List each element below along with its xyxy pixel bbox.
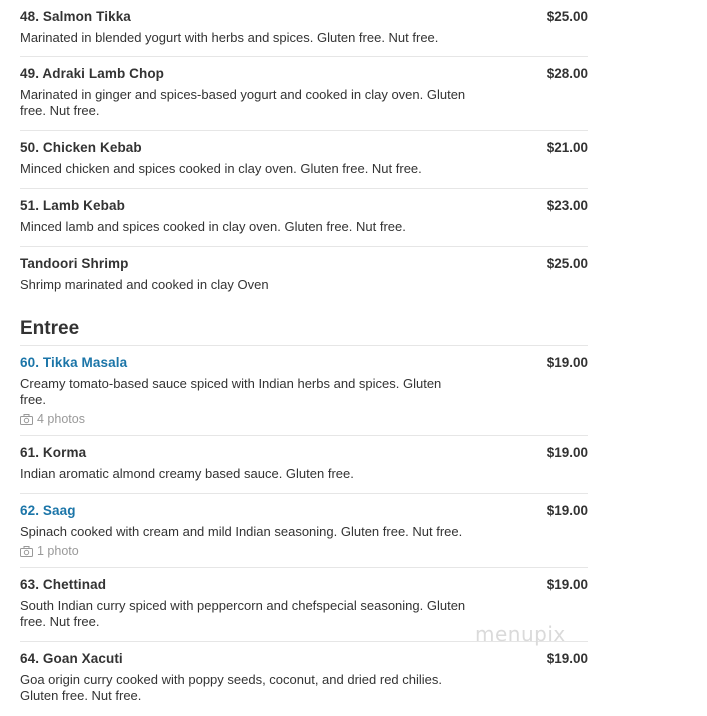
menu-item (20, 57, 588, 131)
menu-item (20, 494, 588, 568)
item-description: Indian aromatic almond creamy based sauce. Gluten free. (20, 466, 354, 481)
item-name-link[interactable]: 62. Saag (20, 503, 76, 518)
item-description: Shrimp marinated and cooked in clay Oven (20, 277, 269, 292)
item-description: Marinated in blended yogurt with herbs and spices. Gluten free. Nut free. (20, 30, 439, 45)
item-price: $19.00 (546, 577, 588, 592)
section-title: Entree (20, 318, 80, 339)
item-name-link[interactable]: 60. Tikka Masala (20, 355, 128, 370)
menu-item (20, 0, 588, 57)
item-name: 49. Adraki Lamb Chop (20, 66, 165, 81)
menu-item (20, 642, 588, 711)
item-name: 51. Lamb Kebab (20, 198, 125, 213)
item-description: Goa origin curry cooked with poppy seeds, coconut, and dried red chilies. Gluten free. Nut free. (20, 672, 443, 703)
item-price: $19.00 (546, 503, 588, 518)
item-description: Minced chicken and spices cooked in clay oven. Gluten free. Nut free. (20, 161, 422, 176)
watermark-logo: menupix (475, 622, 566, 646)
menu-item (20, 247, 588, 304)
item-description: South Indian curry spiced with peppercorn and chefspecial seasoning. Gluten free. Nut free. (20, 598, 466, 629)
camera-icon (20, 414, 33, 425)
item-description: Creamy tomato-based sauce spiced with Indian herbs and spices. Gluten free. (20, 376, 442, 407)
menu-item (20, 436, 588, 494)
section-header (20, 304, 588, 345)
camera-icon (20, 546, 33, 557)
menu-list (20, 0, 588, 711)
item-price: $28.00 (546, 66, 588, 81)
item-price: $19.00 (546, 445, 588, 460)
item-name: 48. Salmon Tikka (20, 9, 131, 24)
photos-count[interactable]: 1 photo (37, 544, 79, 558)
item-name: 64. Goan Xacuti (20, 651, 123, 666)
photos-count[interactable]: 4 photos (37, 412, 85, 426)
item-price: $25.00 (546, 9, 588, 24)
item-name: Tandoori Shrimp (20, 256, 129, 271)
item-price: $19.00 (546, 651, 588, 666)
item-price: $25.00 (546, 256, 588, 271)
menu-item (20, 189, 588, 247)
menu-item (20, 346, 588, 436)
photos-link[interactable] (20, 544, 588, 558)
item-price: $19.00 (546, 355, 588, 370)
item-name: 50. Chicken Kebab (20, 140, 142, 155)
item-name: 61. Korma (20, 445, 87, 460)
item-description: Minced lamb and spices cooked in clay oven. Gluten free. Nut free. (20, 219, 406, 234)
item-price: $21.00 (546, 140, 588, 155)
menu-item (20, 131, 588, 189)
item-description: Spinach cooked with cream and mild Indian seasoning. Gluten free. Nut free. (20, 524, 463, 539)
item-name: 63. Chettinad (20, 577, 107, 592)
photos-link[interactable] (20, 412, 588, 426)
item-description: Marinated in ginger and spices-based yogurt and cooked in clay oven. Gluten free. Nut free. (20, 87, 466, 118)
item-price: $23.00 (546, 198, 588, 213)
